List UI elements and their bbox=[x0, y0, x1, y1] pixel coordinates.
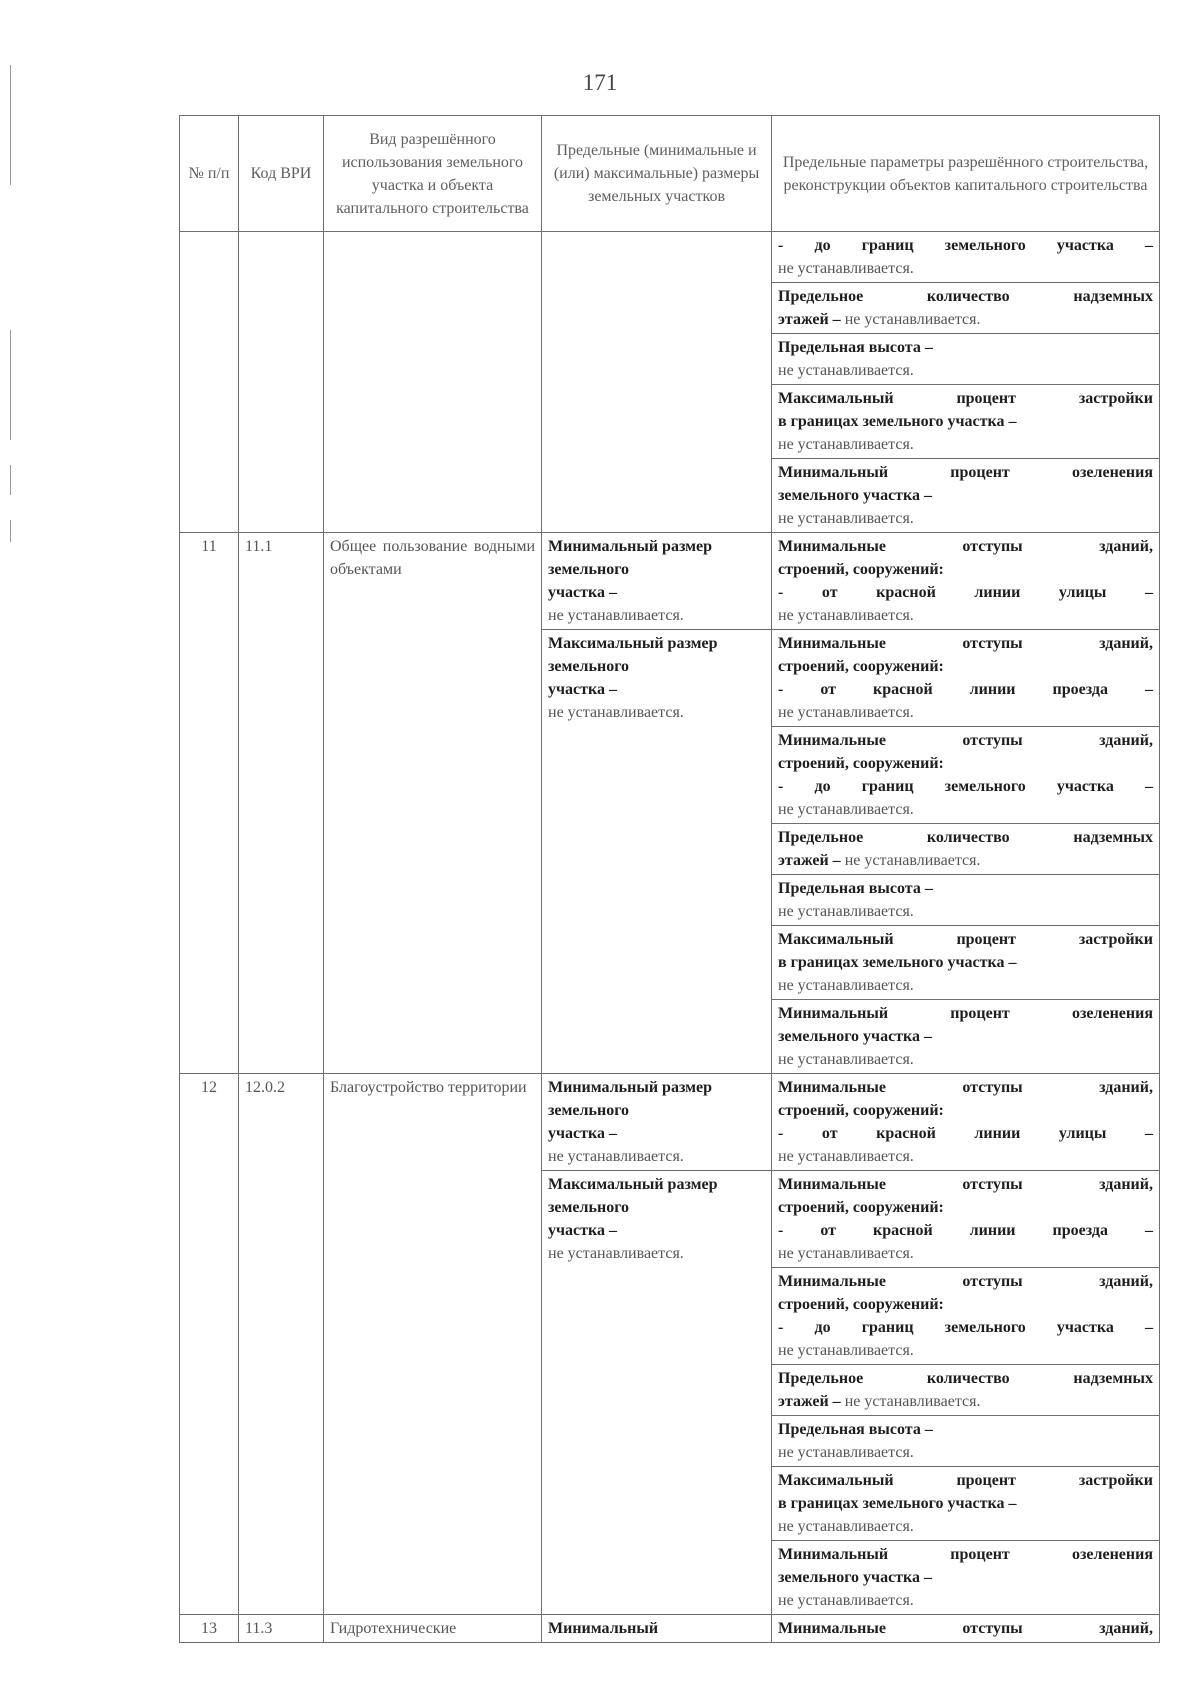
param-value: не устанавливается. bbox=[778, 801, 914, 818]
scan-edge-mark bbox=[10, 465, 11, 495]
row-code: 11.1 bbox=[239, 533, 324, 1074]
param-cell bbox=[772, 1268, 1160, 1365]
header-num: № п/п bbox=[180, 116, 239, 232]
param-value: не устанавливается. bbox=[778, 1592, 914, 1609]
param-cell bbox=[772, 232, 1160, 283]
header-params: Предельные параметры разрешённого строительства, реконструкции объектов капитального строительства bbox=[772, 116, 1160, 232]
param-cell bbox=[772, 824, 1160, 875]
row-code: 12.0.2 bbox=[239, 1074, 324, 1615]
param-line: - до границ земельного участка – bbox=[778, 237, 1153, 254]
size-line: Минимальный размер земельного bbox=[548, 1079, 713, 1119]
param-cell bbox=[772, 385, 1160, 459]
cell-sizes bbox=[542, 232, 772, 533]
size-line: Минимальный размер земельного bbox=[548, 538, 713, 578]
row-use-kind: Общее пользование водными объектами bbox=[324, 533, 542, 1074]
param-line: земельного участка – bbox=[778, 1028, 933, 1045]
param-line: строений, сооружений: bbox=[778, 1296, 944, 1313]
header-code: Код ВРИ bbox=[239, 116, 324, 232]
table-row bbox=[180, 232, 1160, 283]
param-cell bbox=[772, 334, 1160, 385]
param-cell bbox=[772, 875, 1160, 926]
max-size-cell bbox=[542, 630, 772, 1074]
min-size-cell bbox=[542, 1615, 772, 1643]
table-header-row bbox=[180, 116, 1160, 232]
table-row bbox=[180, 533, 1160, 630]
size-line: Минимальный bbox=[548, 1620, 659, 1637]
param-value: не устанавливается. bbox=[844, 311, 981, 328]
param-line: в границах земельного участка – bbox=[778, 413, 1017, 430]
zoning-table bbox=[179, 115, 1160, 1643]
param-cell bbox=[772, 283, 1160, 334]
param-line: - от красной линии проезда – bbox=[778, 681, 1153, 698]
param-line: Предельная высота – bbox=[778, 1421, 933, 1438]
param-line: - от красной линии проезда – bbox=[778, 1222, 1153, 1239]
param-value: не устанавливается. bbox=[778, 436, 914, 453]
param-value: не устанавливается. bbox=[778, 510, 914, 527]
param-value: не устанавливается. bbox=[778, 1444, 914, 1461]
param-line: Минимальный процент озеленения bbox=[778, 464, 1153, 481]
param-value: не устанавливается. bbox=[778, 903, 914, 920]
param-cell bbox=[772, 1074, 1160, 1171]
header-kind: Вид разрешённого использования земельного участка и объекта капитального строительства bbox=[324, 116, 542, 232]
min-size-cell bbox=[542, 1074, 772, 1171]
size-line: участка – bbox=[548, 1222, 617, 1239]
param-value: не устанавливается. bbox=[778, 362, 914, 379]
param-line: Минимальные отступы зданий, bbox=[778, 538, 1153, 555]
row-number: 13 bbox=[180, 1615, 239, 1643]
cell-num bbox=[180, 232, 239, 533]
param-line: Минимальные отступы зданий, bbox=[778, 1620, 1153, 1637]
param-line: Минимальные отступы зданий, bbox=[778, 732, 1153, 749]
param-line: строений, сооружений: bbox=[778, 755, 944, 772]
param-line: строений, сооружений: bbox=[778, 1102, 944, 1119]
param-value: не устанавливается. bbox=[778, 1518, 914, 1535]
param-line: Предельная высота – bbox=[778, 880, 933, 897]
row-code: 11.3 bbox=[239, 1615, 324, 1643]
param-line: этажей – bbox=[778, 311, 841, 328]
cell-code bbox=[239, 232, 324, 533]
size-value: не устанавливается. bbox=[548, 607, 684, 624]
row-number: 11 bbox=[180, 533, 239, 1074]
param-cell bbox=[772, 1365, 1160, 1416]
size-line: Максимальный размер земельного bbox=[548, 1176, 718, 1216]
param-line: - до границ земельного участка – bbox=[778, 1319, 1153, 1336]
row-use-kind: Гидротехнические bbox=[324, 1615, 542, 1643]
param-cell bbox=[772, 1467, 1160, 1541]
param-cell bbox=[772, 459, 1160, 533]
scan-edge-mark bbox=[10, 330, 11, 440]
param-value: не устанавливается. bbox=[844, 852, 981, 869]
param-cell bbox=[772, 1541, 1160, 1615]
param-value: не устанавливается. bbox=[778, 607, 914, 624]
param-line: Предельное количество надземных bbox=[778, 829, 1153, 846]
param-cell bbox=[772, 727, 1160, 824]
param-line: Минимальные отступы зданий, bbox=[778, 1176, 1153, 1193]
param-value: не устанавливается. bbox=[778, 1342, 914, 1359]
param-line: Предельное количество надземных bbox=[778, 288, 1153, 305]
param-line: строений, сооружений: bbox=[778, 1199, 944, 1216]
param-line: строений, сооружений: bbox=[778, 658, 944, 675]
header-sizes: Предельные (минимальные и (или) максимальные) размеры земельных участков bbox=[542, 116, 772, 232]
table-row bbox=[180, 1074, 1160, 1171]
param-line: Максимальный процент застройки bbox=[778, 931, 1153, 948]
size-line: Максимальный размер земельного bbox=[548, 635, 718, 675]
param-value: не устанавливается. bbox=[778, 1148, 914, 1165]
param-line: Предельное количество надземных bbox=[778, 1370, 1153, 1387]
param-line: в границах земельного участка – bbox=[778, 954, 1017, 971]
param-value: не устанавливается. bbox=[778, 1245, 914, 1262]
param-line: в границах земельного участка – bbox=[778, 1495, 1017, 1512]
param-value: не устанавливается. bbox=[778, 977, 914, 994]
row-number: 12 bbox=[180, 1074, 239, 1615]
size-value: не устанавливается. bbox=[548, 704, 684, 721]
param-line: строений, сооружений: bbox=[778, 561, 944, 578]
param-line: Предельная высота – bbox=[778, 339, 933, 356]
param-value: не устанавливается. bbox=[778, 1051, 914, 1068]
param-cell bbox=[772, 533, 1160, 630]
size-value: не устанавливается. bbox=[548, 1148, 684, 1165]
param-line: Максимальный процент застройки bbox=[778, 1472, 1153, 1489]
param-line: земельного участка – bbox=[778, 487, 933, 504]
param-line: - до границ земельного участка – bbox=[778, 778, 1153, 795]
param-line: Минимальный процент озеленения bbox=[778, 1005, 1153, 1022]
param-cell bbox=[772, 1000, 1160, 1074]
size-line: участка – bbox=[548, 1125, 617, 1142]
param-line: - от красной линии улицы – bbox=[778, 1125, 1153, 1142]
param-line: Минимальные отступы зданий, bbox=[778, 1273, 1153, 1290]
param-line: Минимальные отступы зданий, bbox=[778, 635, 1153, 652]
size-line: участка – bbox=[548, 584, 617, 601]
row-use-kind: Благоустройство территории bbox=[324, 1074, 542, 1615]
param-cell bbox=[772, 926, 1160, 1000]
param-line: этажей – bbox=[778, 852, 841, 869]
param-line: Минимальные отступы зданий, bbox=[778, 1079, 1153, 1096]
param-line: Минимальный процент озеленения bbox=[778, 1546, 1153, 1563]
min-size-cell bbox=[542, 533, 772, 630]
scan-edge-mark bbox=[10, 520, 11, 542]
page-number: 171 bbox=[582, 70, 618, 95]
param-line: земельного участка – bbox=[778, 1569, 933, 1586]
max-size-cell bbox=[542, 1171, 772, 1615]
param-value: не устанавливается. bbox=[778, 260, 914, 277]
param-cell bbox=[772, 1615, 1160, 1643]
param-line: - от красной линии улицы – bbox=[778, 584, 1153, 601]
table-row bbox=[180, 1615, 1160, 1643]
param-cell bbox=[772, 630, 1160, 727]
size-value: не устанавливается. bbox=[548, 1245, 684, 1262]
cell-kind bbox=[324, 232, 542, 533]
param-cell bbox=[772, 1416, 1160, 1467]
param-line: Максимальный процент застройки bbox=[778, 390, 1153, 407]
param-line: этажей – bbox=[778, 1393, 841, 1410]
size-line: участка – bbox=[548, 681, 617, 698]
param-value: не устанавливается. bbox=[778, 704, 914, 721]
param-cell bbox=[772, 1171, 1160, 1268]
param-value: не устанавливается. bbox=[844, 1393, 981, 1410]
